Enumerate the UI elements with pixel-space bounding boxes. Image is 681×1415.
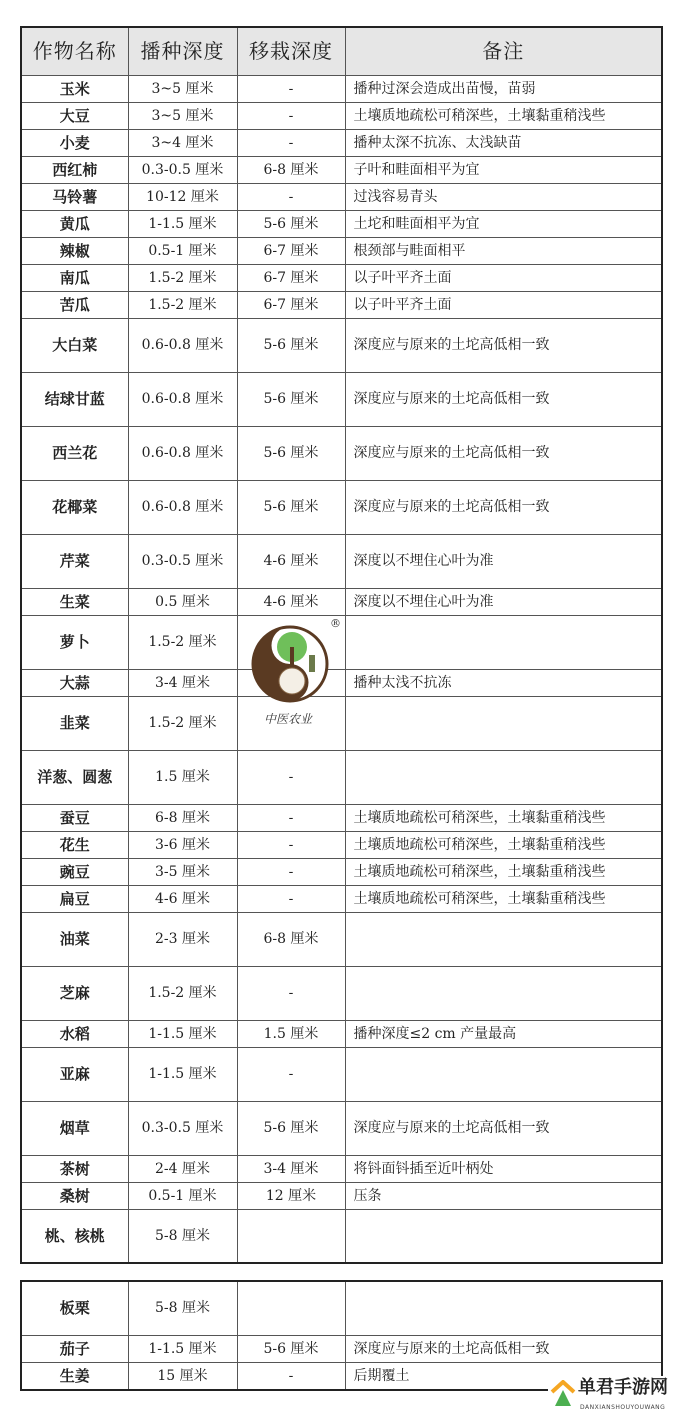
- seed-depth-cell: 3~5 厘米: [128, 102, 237, 129]
- transplant-depth-cell: 4-6 厘米: [237, 588, 345, 615]
- crop-name-cell: 洋葱、圆葱: [21, 750, 128, 804]
- transplant-depth-cell: -: [237, 102, 345, 129]
- note-cell: 深度应与原来的土坨高低相一致: [345, 1335, 662, 1362]
- crop-name-cell: 小麦: [21, 129, 128, 156]
- header-notes: 备注: [345, 27, 662, 75]
- table-row: [21, 669, 662, 696]
- table-row: [21, 75, 662, 102]
- note-cell: 根颈部与畦面相平: [345, 237, 662, 264]
- note-cell: 以子叶平齐土面: [345, 264, 662, 291]
- seed-depth-cell: 0.6-0.8 厘米: [128, 426, 237, 480]
- table-row: [21, 426, 662, 480]
- seed-depth-cell: 0.5-1 厘米: [128, 1182, 237, 1209]
- table-row: [21, 696, 662, 750]
- planting-depth-table-continued: [20, 1280, 663, 1391]
- table-row: [21, 1020, 662, 1047]
- note-cell: 深度应与原来的土坨高低相一致: [345, 1101, 662, 1155]
- transplant-depth-cell: 5-6 厘米: [237, 426, 345, 480]
- transplant-depth-cell: -: [237, 75, 345, 102]
- seed-depth-cell: 0.3-0.5 厘米: [128, 1101, 237, 1155]
- table-row: [21, 1155, 662, 1182]
- seed-depth-cell: 0.6-0.8 厘米: [128, 318, 237, 372]
- site-subtitle: DANXIANSHOUYOUWANG: [580, 1404, 666, 1411]
- seed-depth-cell: 3~5 厘米: [128, 75, 237, 102]
- table-row: [21, 372, 662, 426]
- note-cell: [345, 1047, 662, 1101]
- crop-name-cell: 萝卜: [21, 615, 128, 669]
- crop-name-cell: 豌豆: [21, 858, 128, 885]
- note-cell: 后期覆土: [345, 1362, 662, 1390]
- note-cell: 播种太深不抗冻、太浅缺苗: [345, 129, 662, 156]
- note-cell: 播种深度≤2 cm 产量最高: [345, 1020, 662, 1047]
- table-row: [21, 102, 662, 129]
- crop-name-cell: 大豆: [21, 102, 128, 129]
- crop-name-cell: 茄子: [21, 1335, 128, 1362]
- table-row: [21, 264, 662, 291]
- crop-name-cell: 水稻: [21, 1020, 128, 1047]
- crop-name-cell: 板栗: [21, 1281, 128, 1335]
- crop-name-cell: 生菜: [21, 588, 128, 615]
- seed-depth-cell: 5-8 厘米: [128, 1281, 237, 1335]
- seed-depth-cell: 6-8 厘米: [128, 804, 237, 831]
- seed-depth-cell: 0.6-0.8 厘米: [128, 372, 237, 426]
- seed-depth-cell: 5-8 厘米: [128, 1209, 237, 1263]
- table-row: [21, 183, 662, 210]
- crop-name-cell: 西兰花: [21, 426, 128, 480]
- seed-depth-cell: 2-3 厘米: [128, 912, 237, 966]
- site-name: 单君手游网: [578, 1377, 668, 1398]
- seed-depth-cell: 1.5-2 厘米: [128, 966, 237, 1020]
- transplant-depth-cell: 1.5 厘米: [237, 1020, 345, 1047]
- site-logo-icon: [550, 1380, 576, 1408]
- seed-depth-cell: 1-1.5 厘米: [128, 210, 237, 237]
- crop-name-cell: 油菜: [21, 912, 128, 966]
- note-cell: 深度应与原来的土坨高低相一致: [345, 426, 662, 480]
- seed-depth-cell: 1-1.5 厘米: [128, 1047, 237, 1101]
- note-cell: 土坨和畦面相平为宜: [345, 210, 662, 237]
- seed-depth-cell: 3~4 厘米: [128, 129, 237, 156]
- crop-name-cell: 苦瓜: [21, 291, 128, 318]
- table-row: [21, 966, 662, 1020]
- table-row: [21, 588, 662, 615]
- crop-name-cell: 芹菜: [21, 534, 128, 588]
- transplant-depth-cell: -: [237, 1362, 345, 1390]
- table-row: [21, 750, 662, 804]
- table-row: [21, 237, 662, 264]
- note-cell: 播种过深会造成出苗慢，苗弱: [345, 75, 662, 102]
- note-cell: 过浅容易青头: [345, 183, 662, 210]
- table-row: [21, 1281, 662, 1335]
- header-seed-depth: 播种深度: [128, 27, 237, 75]
- transplant-depth-cell: 6-8 厘米: [237, 912, 345, 966]
- transplant-depth-cell: -: [237, 858, 345, 885]
- table-row: [21, 1101, 662, 1155]
- crop-name-cell: 花椰菜: [21, 480, 128, 534]
- crop-name-cell: 茶树: [21, 1155, 128, 1182]
- seed-depth-cell: 3-6 厘米: [128, 831, 237, 858]
- transplant-depth-cell: 5-6 厘米: [237, 1335, 345, 1362]
- seed-depth-cell: 1-1.5 厘米: [128, 1020, 237, 1047]
- transplant-depth-cell: -: [237, 966, 345, 1020]
- note-cell: 土壤质地疏松可稍深些，土壤黏重稍浅些: [345, 885, 662, 912]
- seed-depth-cell: 1-1.5 厘米: [128, 1335, 237, 1362]
- crop-name-cell: 玉米: [21, 75, 128, 102]
- crop-name-cell: 蚕豆: [21, 804, 128, 831]
- seed-depth-cell: 0.6-0.8 厘米: [128, 480, 237, 534]
- note-cell: [345, 750, 662, 804]
- table-row: [21, 534, 662, 588]
- seed-depth-cell: 10-12 厘米: [128, 183, 237, 210]
- table-row: [21, 912, 662, 966]
- table-row: [21, 210, 662, 237]
- table-row: [21, 615, 662, 669]
- crop-name-cell: 芝麻: [21, 966, 128, 1020]
- crop-name-cell: 西红柿: [21, 156, 128, 183]
- note-cell: 土壤质地疏松可稍深些，土壤黏重稍浅些: [345, 804, 662, 831]
- transplant-depth-cell: 6-8 厘米: [237, 156, 345, 183]
- seed-depth-cell: 1.5-2 厘米: [128, 264, 237, 291]
- table-row: [21, 129, 662, 156]
- crop-name-cell: 生姜: [21, 1362, 128, 1390]
- note-cell: 土壤质地疏松可稍深些，土壤黏重稍浅些: [345, 102, 662, 129]
- seed-depth-cell: 0.3-0.5 厘米: [128, 156, 237, 183]
- note-cell: 深度应与原来的土坨高低相一致: [345, 480, 662, 534]
- seed-depth-cell: 1.5-2 厘米: [128, 696, 237, 750]
- crop-name-cell: 桑树: [21, 1182, 128, 1209]
- seed-depth-cell: 15 厘米: [128, 1362, 237, 1390]
- note-cell: 以子叶平齐土面: [345, 291, 662, 318]
- table-row: [21, 480, 662, 534]
- crop-name-cell: 花生: [21, 831, 128, 858]
- crop-name-cell: 扁豆: [21, 885, 128, 912]
- header-transplant-depth: 移栽深度: [237, 27, 345, 75]
- seed-depth-cell: 1.5 厘米: [128, 750, 237, 804]
- note-cell: 压条: [345, 1182, 662, 1209]
- seed-depth-cell: 4-6 厘米: [128, 885, 237, 912]
- note-cell: 播种太浅不抗冻: [345, 669, 662, 696]
- transplant-depth-cell: -: [237, 129, 345, 156]
- transplant-depth-cell: 5-6 厘米: [237, 210, 345, 237]
- note-cell: 土壤质地疏松可稍深些，土壤黏重稍浅些: [345, 831, 662, 858]
- crop-name-cell: 大蒜: [21, 669, 128, 696]
- note-cell: [345, 696, 662, 750]
- transplant-depth-cell: -: [237, 750, 345, 804]
- transplant-depth-cell: [237, 1209, 345, 1263]
- transplant-depth-cell: 3-4 厘米: [237, 1155, 345, 1182]
- note-cell: 子叶和畦面相平为宜: [345, 156, 662, 183]
- crop-name-cell: 辣椒: [21, 237, 128, 264]
- crop-name-cell: 马铃薯: [21, 183, 128, 210]
- note-cell: 深度以不埋住心叶为准: [345, 588, 662, 615]
- transplant-depth-cell: 5-6 厘米: [237, 1101, 345, 1155]
- note-cell: 深度应与原来的土坨高低相一致: [345, 318, 662, 372]
- crop-name-cell: 亚麻: [21, 1047, 128, 1101]
- table-row: [21, 291, 662, 318]
- site-watermark: [548, 1376, 681, 1415]
- planting-depth-table: [20, 26, 663, 1264]
- seed-depth-cell: 3-5 厘米: [128, 858, 237, 885]
- table-row: [21, 156, 662, 183]
- table-header-row: [21, 27, 662, 75]
- note-cell: [345, 912, 662, 966]
- note-cell: [345, 1281, 662, 1335]
- table-row: [21, 1047, 662, 1101]
- crop-name-cell: 韭菜: [21, 696, 128, 750]
- transplant-depth-cell: -: [237, 831, 345, 858]
- transplant-depth-cell: -: [237, 1047, 345, 1101]
- transplant-depth-cell: -: [237, 183, 345, 210]
- note-cell: [345, 966, 662, 1020]
- brand-logo-icon: [248, 624, 340, 704]
- seed-depth-cell: 1.5-2 厘米: [128, 615, 237, 669]
- note-cell: [345, 615, 662, 669]
- table-row: [21, 1335, 662, 1362]
- table-row: [21, 804, 662, 831]
- crop-name-cell: 南瓜: [21, 264, 128, 291]
- crop-name-cell: 桃、核桃: [21, 1209, 128, 1263]
- seed-depth-cell: 0.5-1 厘米: [128, 237, 237, 264]
- note-cell: 土壤质地疏松可稍深些，土壤黏重稍浅些: [345, 858, 662, 885]
- seed-depth-cell: 3-4 厘米: [128, 669, 237, 696]
- table-row: [21, 831, 662, 858]
- transplant-depth-cell: 6-7 厘米: [237, 264, 345, 291]
- transplant-depth-cell: 6-7 厘米: [237, 291, 345, 318]
- transplant-depth-cell: 6-7 厘米: [237, 237, 345, 264]
- note-cell: 深度以不埋住心叶为准: [345, 534, 662, 588]
- table-row: [21, 885, 662, 912]
- transplant-depth-cell: -: [237, 804, 345, 831]
- crop-name-cell: 大白菜: [21, 318, 128, 372]
- registered-mark: ®: [330, 617, 341, 630]
- transplant-depth-cell: 5-6 厘米: [237, 480, 345, 534]
- transplant-depth-cell: 12 厘米: [237, 1182, 345, 1209]
- crop-name-cell: 烟草: [21, 1101, 128, 1155]
- transplant-depth-cell: 4-6 厘米: [237, 534, 345, 588]
- header-crop-name: 作物名称: [21, 27, 128, 75]
- seed-depth-cell: 1.5-2 厘米: [128, 291, 237, 318]
- table-row: [21, 318, 662, 372]
- note-cell: 深度应与原来的土坨高低相一致: [345, 372, 662, 426]
- logo-text: 中医农业: [264, 712, 313, 726]
- note-cell: [345, 1209, 662, 1263]
- crop-name-cell: 黄瓜: [21, 210, 128, 237]
- crop-name-cell: 结球甘蓝: [21, 372, 128, 426]
- seed-depth-cell: 2-4 厘米: [128, 1155, 237, 1182]
- table-row: [21, 858, 662, 885]
- transplant-depth-cell: -: [237, 885, 345, 912]
- seed-depth-cell: 0.3-0.5 厘米: [128, 534, 237, 588]
- note-cell: 将钭面钭插至近叶柄处: [345, 1155, 662, 1182]
- transplant-depth-cell: [237, 1281, 345, 1335]
- transplant-depth-cell: 5-6 厘米: [237, 318, 345, 372]
- table-row: [21, 1209, 662, 1263]
- transplant-depth-cell: 5-6 厘米: [237, 372, 345, 426]
- table-row: [21, 1182, 662, 1209]
- seed-depth-cell: 0.5 厘米: [128, 588, 237, 615]
